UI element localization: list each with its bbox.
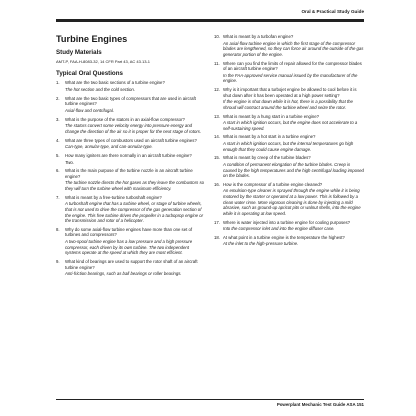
question — [214, 61, 364, 72]
answer-text: Anti-friction bearings, such as ball bearings or roller bearings. — [65, 271, 182, 277]
question-number: 13. — [214, 113, 220, 119]
question-text: How is the compressor of a turbine engine cleaned? — [223, 181, 323, 187]
question — [214, 182, 364, 188]
question-text: What are three types of combustors used on aircraft turbine engines? — [65, 137, 197, 143]
question — [56, 195, 204, 201]
right-column — [214, 34, 364, 250]
question — [56, 153, 204, 159]
header-title: Oral & Practical Study Guide — [297, 9, 364, 14]
question-number: 16. — [214, 181, 220, 187]
left-column — [56, 34, 204, 280]
question — [214, 134, 364, 140]
question-number: 2. — [56, 95, 60, 101]
question — [56, 138, 204, 144]
answer-text: A turboshaft engine that has a turbine wheel, or stage of turbine wheels, that is not used to drive the compressor of the gas generation section of the engine. This free turbine drives the propeller in a turboprop engine or the transmission and rotor of a helicopter. — [65, 201, 204, 224]
question-number: 15. — [214, 155, 220, 161]
question-number: 1. — [56, 80, 60, 86]
question-text: What is meant by a hung start in a turbine engine? — [223, 113, 320, 119]
answer-text: The stators convert some velocity energy into pressure energy and change the direction of the air so it is proper for the next stage of rotors. — [65, 123, 202, 134]
question-number: 8. — [56, 226, 60, 232]
answer-text: Two. — [65, 159, 74, 165]
question-number: 6. — [56, 168, 60, 174]
question-text: How many igniters are there normally in an aircraft turbine engine? — [65, 152, 192, 158]
header-rule — [56, 20, 364, 22]
question-number: 17. — [214, 219, 220, 225]
answer-text: An emulsion-type cleaner is sprayed through the engine while it is being motored by the starter or operated at a low power. This is followed by a clean water rinse. More vigorous cleaning is done by injecting a mild abrasive, such as ground-up apricot pits or walnut shells, into the engine while it is operating at low speed. — [223, 188, 361, 216]
question-text: Where can you find the limits of repair allowed for the compressor blades of an aircraft turbine engine? — [223, 60, 362, 72]
question — [56, 227, 204, 238]
question — [56, 168, 204, 179]
page-title: Turbine Engines — [56, 34, 128, 44]
footer-text: Powerplant Mechanic Test Guide ASA 151 — [276, 402, 364, 407]
question-number: 12. — [214, 87, 220, 92]
question-text: What are the two basic types of compressors that are used in aircraft turbine engines? — [65, 95, 196, 107]
question — [56, 259, 204, 270]
question — [214, 235, 364, 241]
answer-text: A condition of permanent elongation of the turbine blades. Creep is caused by the high temperatures and the high centrifugal loading imposed on the blades. — [223, 161, 364, 179]
question-text: What is the main purpose of the turbine nozzle in an aircraft turbine engine? — [65, 168, 193, 179]
question-text: At what point in a turbine engine is the temperature the highest? — [223, 234, 345, 240]
answer-text: At the inlet to the high-pressure turbine. — [223, 241, 299, 247]
question-number: 5. — [56, 152, 60, 158]
question-number: 14. — [214, 134, 220, 140]
question-text: What is the purpose of the stators in an axial-flow compressor? — [65, 116, 185, 122]
question-number: 18. — [214, 234, 220, 240]
question-number: 10. — [214, 34, 220, 39]
question-number: 9. — [56, 258, 60, 264]
answer-text: A start in which ignition occurs, but the engine does not accelerate to a self-sustaining speed. — [223, 120, 358, 131]
right-question-list — [214, 34, 364, 247]
answer-text: A two-spool turbine engine has a low pressure and a high pressure compressor, each driven by its own turbine. The two independent systems operate at the speed at which they are most efficient. — [65, 239, 193, 256]
page-footer — [56, 399, 364, 408]
typical-questions-heading: Typical Oral Questions — [56, 70, 123, 78]
question — [214, 34, 364, 40]
question — [56, 117, 204, 123]
question — [214, 87, 364, 98]
question — [214, 220, 364, 226]
question-text: What are the two basic sections of a turbine engine? — [65, 80, 165, 86]
question — [56, 96, 204, 107]
left-question-list — [56, 80, 204, 276]
question-text: What is meant by a free-turbine turboshaft engine? — [65, 194, 162, 200]
question-number: 11. — [214, 60, 220, 66]
answer-text: Into the compressor inlet and into the engine diffuser case. — [223, 226, 335, 232]
answer-text: A start in which ignition occurs, but the internal temperatures go high enough that they could cause engine damage. — [223, 141, 354, 152]
answer-text: Axial-flow and centrifugal. — [65, 107, 114, 113]
study-materials-heading: Study Materials — [56, 49, 102, 57]
question-text: What is meant by a hot start in a turbine engine? — [223, 134, 316, 140]
answer-text: The turbine nozzle directs the hot gases as they leave the combustors so they will turn the turbine wheel with maximum efficiency. — [65, 180, 205, 192]
question-number: 7. — [56, 194, 60, 200]
question-text: What is meant by creep of the turbine blades? — [223, 155, 311, 161]
question-number: 3. — [56, 116, 60, 122]
question-text: What is meant by a turbofan engine? — [223, 34, 294, 39]
answer-text: In the FAA-approved service manual issued by the manufacturer of the engine. — [223, 72, 358, 84]
study-materials-refs: AMT-P, FAA-H-8083-32, 14 CFR Part 43, AC 43.13-1 — [56, 59, 150, 65]
answer-text: An axial-flow turbine engine in which the first stage of the compressor blades are lengthened, so they can force air around the outside of the gas generator portion of the engine. — [223, 40, 364, 57]
answer-text: If the engine is shut down while it is hot, there is a possibility that the shroud will contract around the turbine wheel and seize the rotor. — [223, 99, 353, 110]
question — [214, 114, 364, 120]
answer-text: The hot section and the cold section. — [65, 87, 135, 92]
question-text: Why is it important that a turbojet engine be allowed to cool before it is shut down after it has been operated at a high power setting? — [223, 87, 357, 98]
question-number: 4. — [56, 137, 60, 143]
question-text: Where is water injected into a turbine engine for cooling purposes? — [223, 219, 351, 225]
question — [56, 80, 204, 86]
question — [214, 155, 364, 161]
question-text: What kind of bearings are used to support the rotor shaft of an aircraft turbine engine? — [65, 258, 198, 270]
page-header — [56, 10, 364, 20]
question-text: Why do some axial-flow turbine engines have more than one set of turbines and compressors? — [65, 226, 193, 238]
answer-text: Can-type, annular-type, and can-annular-type. — [65, 144, 153, 150]
